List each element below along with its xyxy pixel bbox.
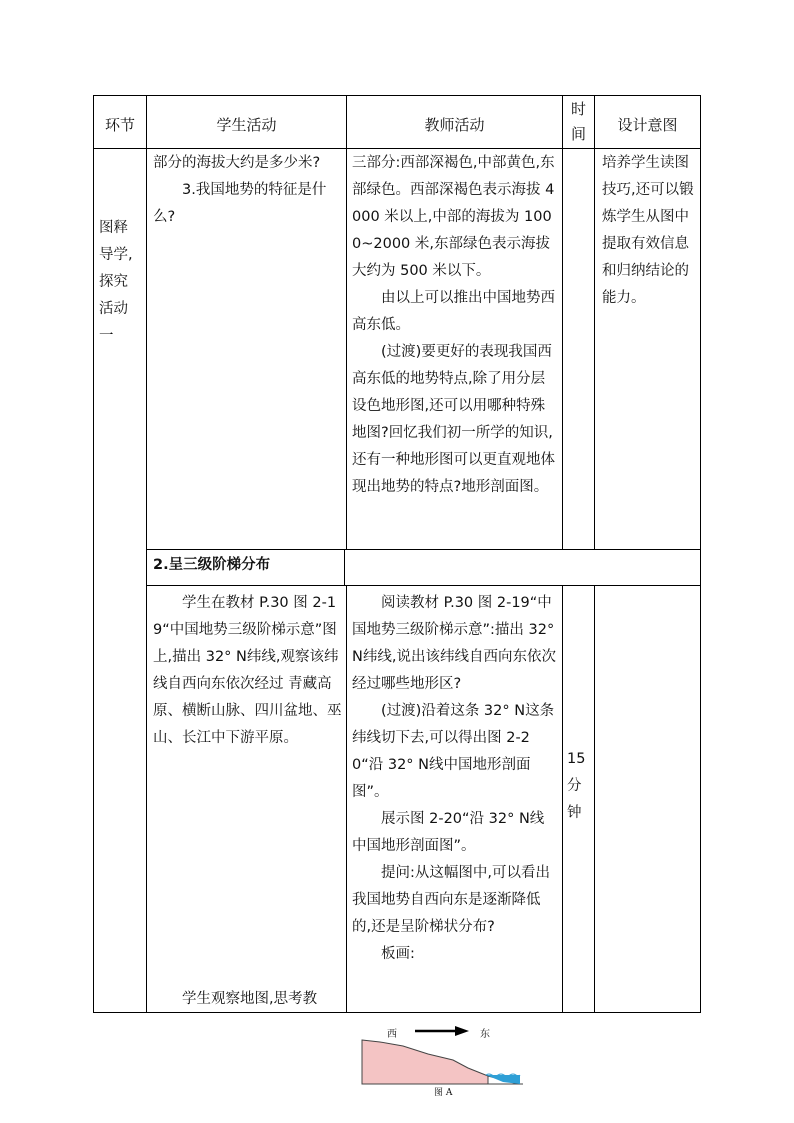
section2-title: 2.呈三级阶梯分布 <box>153 557 271 573</box>
header-design-intent: 设计意图 <box>617 116 678 134</box>
table-col-divider-2a <box>346 95 347 550</box>
table-border-left <box>93 95 94 1013</box>
table-border-row1-bottom <box>146 549 701 550</box>
table-border-section-bottom <box>146 585 701 586</box>
header-stage: 环节 <box>104 116 135 134</box>
table-col-divider-4a <box>594 95 595 550</box>
header-student-activity: 学生活动 <box>216 116 277 134</box>
table-border-top <box>93 95 701 96</box>
header-teacher-activity: 教师活动 <box>424 116 485 134</box>
row1-student-activity: 部分的海拔大约是多少米? 3.我国地势的特征是什么? <box>153 155 327 225</box>
table-col-divider-4b <box>594 585 595 1013</box>
row1-stage: 图释 导学, 探究 活动 一 <box>99 220 133 344</box>
table-col-divider-3b <box>562 585 563 1013</box>
row2-teacher-activity: 阅读教材 P.30 图 2-19“中国地势三级阶梯示意”:描出 32° N纬线,说出该纬线自西向东依次经过哪些地形区? (过渡)沿着这条 32° N这条纬线切下去,可以得出图 2-20“沿 32° N线中国地形剖面图”。 展示图 2-20“沿 32° N线中国地形剖面图”。 提问:从这幅图中,可以看出我国地势自西向东是逐渐降低的,还是呈阶梯状分布? 板画: <box>352 595 556 962</box>
figure-west-label: 西 <box>387 1029 397 1040</box>
table-col-divider-2c <box>344 549 345 586</box>
table-col-divider-1 <box>146 95 147 1013</box>
row1-design-intent: 培养学生读图技巧,还可以锻炼学生从图中提取有效信息和归纳结论的能力。 <box>602 155 694 306</box>
row2-student-activity-continued: 学生观察地图,思考教 <box>153 991 318 1007</box>
row2-time: 15 分 钟 <box>567 751 586 821</box>
header-time: 时 间 <box>570 100 586 143</box>
figure-caption: 图 A <box>434 1088 453 1098</box>
table-border-header-bottom <box>93 148 701 149</box>
sea-water <box>486 1075 520 1084</box>
row2-student-activity: 学生在教材 P.30 图 2-19“中国地势三级阶梯示意”图上,描出 32° N纬线,观察该纬线自西向东依次经过 青藏高原、横断山脉、四川盆地、巫山、长江中下游平原。 <box>153 595 342 746</box>
table-col-divider-2b <box>346 585 347 1013</box>
row1-teacher-activity: 三部分:西部深褐色,中部黄色,东部绿色。西部深褐色表示海拔 4000 米以上,中部的海拔为 1000~2000 米,东部绿色表示海拔大约为 500 米以下。 由以上可以推出中国地势西高东低。 (过渡)要更好的表现我国西高东低的地势特点,除了用分层设色地形图,还可以用哪种特殊地图?回忆我们初一所学的知识,还有一种地形图可以更直观地体现出地势的特点?地形剖面图。 <box>352 155 555 495</box>
land-profile <box>362 1040 488 1084</box>
terrain-profile-figure <box>358 1038 528 1088</box>
figure-east-label: 东 <box>480 1029 490 1040</box>
direction-arrow <box>413 1025 473 1037</box>
table-col-divider-3a <box>562 95 563 550</box>
table-border-right <box>700 95 701 1013</box>
